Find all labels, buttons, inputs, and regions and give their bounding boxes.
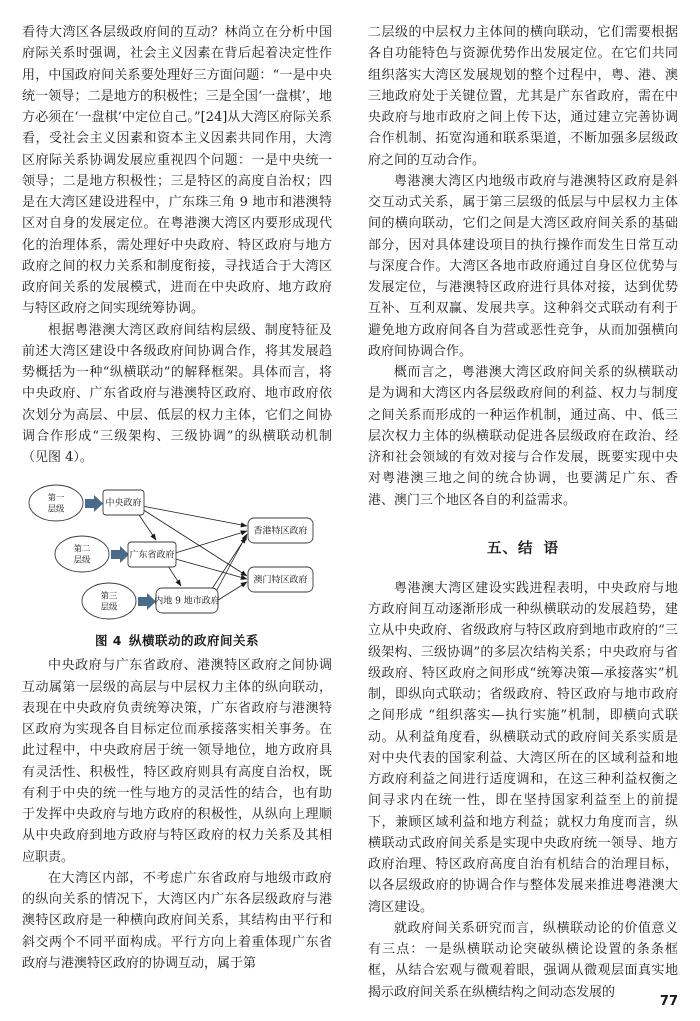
arrow-central-to-hongkong	[142, 506, 247, 526]
arrow-guangdong-to-hongkong	[172, 531, 247, 554]
section-title-part1: 结	[518, 540, 534, 557]
paragraph-right-3: 概而言之，粤港澳大湾区政府间关系的纵横联动是为调和大湾区内各层级政府间的利益、权力与制度之间关系而形成的一种运作机制，通过高、中、低三层次权力主体的纵横联动促进各层级政府在政治、经济和社会领域的有效对接与合作发展，既要实现中央对粤港澳三地之间的统合协调，也要满足广东、香港、澳门三个地区各自的利益需求。	[368, 365, 678, 508]
section-number: 五、	[487, 540, 518, 557]
two-column-layout	[22, 22, 678, 1000]
level-2-ellipse-group	[55, 536, 109, 572]
level-1-label-line1: 第一	[47, 492, 65, 503]
section-heading-conclusion	[368, 537, 678, 558]
figure-4	[22, 482, 332, 649]
node-macau-label: 澳门特区政府	[253, 575, 308, 586]
node-hongkong-label: 香港特区政府	[253, 526, 308, 537]
node-mainland9-group	[154, 588, 219, 613]
level-2-label-line1: 第二	[73, 543, 91, 554]
paragraph-right-4: 粤港澳大湾区建设实践进程表明，中央政府与地方政府间互动逐渐形成一种纵横联动的发展趋势，建立从中央政府、省级政府与特区政府到地市政府的“三级架构、三级协调”的多层次结构关系；中央政府与省级政府、特区政府之间形成“统筹决策—承接落实”机制，即纵向式联动；省级政府、特区政府与地市政府之间形成 “组织落实—执行实施”机制，即横向式联动。从利益角度看，纵横联动式的政府间关系实质是对中央代表的国家利益、大湾区所在的区域利益和地方政府利益之间进行适度调和，在这三种利益权衡之间寻求内在统一性，即在坚持国家利益至上的前提下，兼顾区域利益和地方利益；就权力角度而言，纵横联动式政府间关系是实现中央政府统一领导、地方政府治理、特区政府高度自治有机结合的治理目标，以各层级政府的协调合作与整体发展来推进粤港澳大湾区建设。	[368, 580, 678, 915]
figure-caption-label: 图 4	[94, 633, 123, 649]
node-guangdong-label: 广东省政府	[129, 550, 175, 561]
level-3-ellipse-group	[82, 583, 136, 619]
paragraph-left-2: 根据粤港澳大湾区政府间结构层级、制度特征及前述大湾区建设中各级政府间协调合作，将其发展趋势概括为一种“纵横联动”的解释框架。具体而言，将中央政府、广东省政府与港澳特区政府、地市政府依次划分为高层、中层、低层的权力主体，它们之间协调合作形成“三级架构、三级协调”的纵横联动机制（见图 4）。	[22, 322, 332, 465]
paragraph-right-5: 就政府间关系研究而言，纵横联动论的价值意义有三点：一是纵横联动论突破纵横论设置的条条框框，从结合宏观与微观着眼，强调从微观层面真实地揭示政府间关系在纵横结构之间动态发展的	[368, 920, 678, 1000]
level-1-label-line2: 层级	[47, 503, 65, 514]
section-title-part2: 语	[543, 540, 559, 557]
node-macau-group	[248, 567, 313, 592]
left-column	[22, 22, 332, 982]
node-central-group	[103, 490, 144, 515]
page-number: 77	[659, 994, 678, 1009]
level-3-label-line1: 第三	[100, 590, 118, 601]
paragraph-right-1: 二层级的中层权力主体间的横向联动，它们需要根据各自功能特色与资源优势作出发展定位。在它们共同组织落实大湾区发展规划的整个过程中，粤、港、澳三地政府处于关键位置，尤其是广东省政府，需在中央政府与地市政府之间上传下达，通过建立完善协调合作机制、拓宽沟通和联系渠道，不断加强多层级政府之间的互动合作。	[368, 25, 678, 168]
figure-4-caption	[22, 631, 332, 649]
level-1-ellipse-group	[29, 485, 83, 521]
blue-arrow-level-1	[85, 495, 103, 512]
node-central-label: 中央政府	[105, 498, 142, 509]
arrow-guangdong-to-mainland9	[168, 566, 181, 586]
paragraph-right-2: 粤港澳大湾区内地级市政府与港澳特区政府是斜交互动式关系，属于第三层级的低层与中层权力主体间的横向联动，它们之间是大湾区政府间关系的基础部分，因对具体建设项目的执行操作而发生日常互动与深度合作。大湾区各地市政府通过自身区位优势与发展定位，与港澳特区政府进行具体对接，达到优势互补、互利双赢、发展共享。这种斜交式联动有利于避免地方政府间各自为营或恶性竞争，从而加强横向政府间协调合作。	[368, 173, 678, 359]
node-guangdong-group	[128, 542, 176, 567]
right-column	[368, 22, 678, 1000]
node-mainland9-label: 内地 9 地市政府	[154, 596, 220, 607]
level-2-label-line2: 层级	[73, 554, 91, 565]
figure-caption-title: 纵横联动的政府间关系	[129, 633, 260, 649]
node-hongkong-group	[248, 518, 313, 543]
paragraph-left-1: 看待大湾区各层级政府间的互动？林尚立在分析中国府际关系时强调，社会主义因素在背后起着决定性作用，中国政府间关系要处理好三方面问题：“一是中央统一领导；二是地方的积极性；三是全国‘一盘棋’，地方必须在‘一盘棋’中定位自己。”[24]从大湾区府际关系看，受社会主义因素和资本主义因素共同作用，大湾区府际关系协调发展应重视四个问题：一是中央统一领导；二是地方积极性；三是特区的高度自治权；四是在大湾区建设进程中，广东珠三角 9 地市和港澳特区对自身的发展定位。在粤港澳大湾区内要形成现代化的治理体系，需处理好中央政府、特区政府与地方政府之间的权力关系和制度衔接，寻找适合于大湾区政府间关系的发展模式，进而在中央政府、地方政府与特区政府之间实现统筹协调。	[22, 25, 332, 317]
paragraph-left-4: 在大湾区内部，不考虑广东省政府与地级市政府的纵向关系的情况下，大湾区内广东各层级政府与港澳特区政府是一种横向政府间关系，其结构由平行和斜交两个不同平面构成。平行方向上着重体现广东省政府与港澳特区政府的协调互动，属于第	[22, 870, 332, 971]
level-3-label-line2: 层级	[100, 601, 118, 612]
figure-4-diagram	[22, 482, 332, 627]
paragraph-left-3: 中央政府与广东省政府、港澳特区政府之间协调互动属第一层级的高层与中层权力主体的纵向联动，表现在中央政府负责统筹决策，广东省政府与港澳特区政府为实现各自目标定位而承接落实相关事务。在此过程中，中央政府居于统一领导地位，地方政府具有灵活性、积极性，特区政府则具有高度自治权，既有利于中央的统一性与地方的灵活性的结合，也有助于发挥中央政府与地方政府的积极性，从纵向上理顺从中央政府到地方政府与特区政府的权力关系及其相应职责。	[22, 658, 332, 865]
blue-arrow-level-2	[111, 546, 129, 563]
